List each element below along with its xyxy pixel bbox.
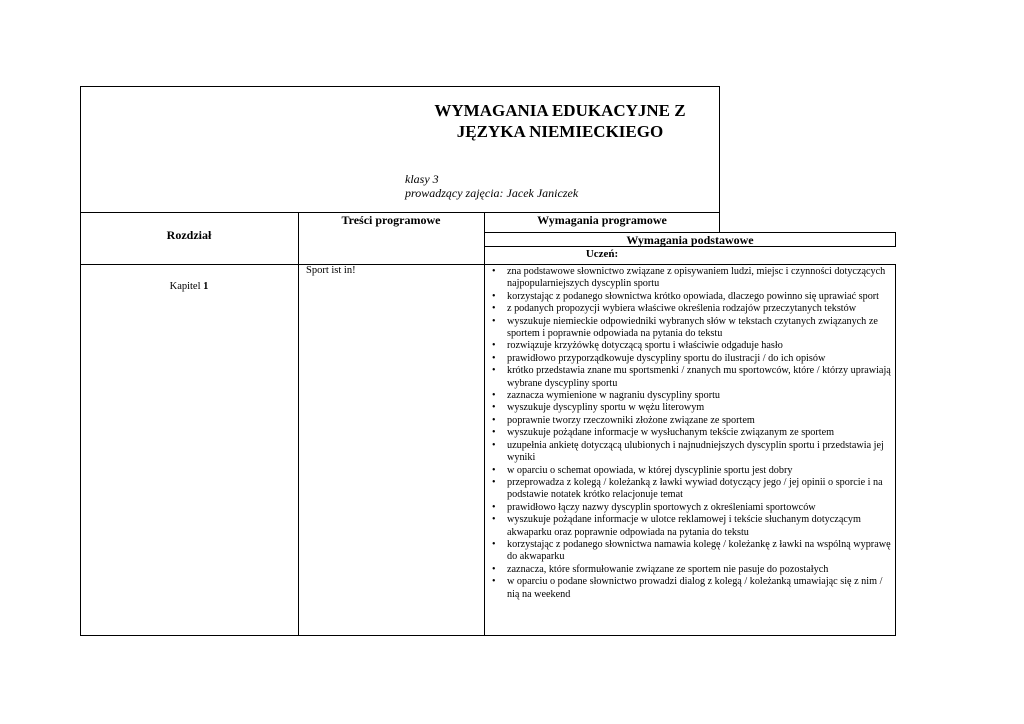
list-item: • zaznacza wymienione w nagraniu dyscypliny sportu <box>487 390 892 402</box>
chapter-number: 1 <box>203 281 209 292</box>
list-item: • rozwiązuje krzyżówkę dotyczącą sportu i właściwie odgaduje hasło <box>487 340 892 352</box>
list-item: • wyszukuje niemieckie odpowiedniki wybranych słów w tekstach czytanych związanych ze sportem i poprawnie odpowiada na pytania do tekstu <box>487 316 892 341</box>
teacher-info: prowadzący zajęcia: Jacek Janiczek <box>405 186 579 200</box>
list-item: • krótko przedstawia znane mu sportsmenki / znanych mu sportowców, które / którzy uprawiają wybrane dyscypliny sportu <box>487 365 892 390</box>
list-item: • prawidłowo łączy nazwy dyscyplin sportowych z określeniami sportowców <box>487 502 892 514</box>
chapter-prefix: Kapitel <box>169 281 204 292</box>
class-info: klasy 3 <box>405 172 439 186</box>
column-divider-2 <box>484 212 485 636</box>
chapter-cell <box>80 281 298 294</box>
list-item: • korzystając z podanego słownictwa namawia kolegę / koleżankę z ławki na wspólną wyprawę do akwaparku <box>487 539 892 564</box>
table-bottom-border <box>80 635 896 636</box>
column-divider-1 <box>298 212 299 636</box>
list-item: • wyszukuje dyscypliny sportu w wężu literowym <box>487 402 892 414</box>
list-item: • przeprowadza z kolegą / koleżanką z ławki wywiad dotyczący jego / jej opinii o sporcie i na podstawie notatek krótko relacjonuje temat <box>487 477 892 502</box>
content-cell: Sport ist in! <box>306 265 356 276</box>
document-title <box>400 100 720 142</box>
list-item: • wyszukuje pożądane informacje w ulotce reklamowej i tekście słuchanym dotyczącym akwaparku oraz poprawnie odpowiada na pytania do tekstu <box>487 514 892 539</box>
content-column-header: Treści programowe <box>341 213 441 227</box>
list-item: • prawidłowo przyporządkowuje dyscypliny sportu do ilustracji / do ich opisów <box>487 353 892 365</box>
document-title-line1: WYMAGANIA EDUKACYJNE Z <box>434 101 686 120</box>
list-item: • poprawnie tworzy rzeczowniki złożone związane ze sportem <box>487 415 892 427</box>
list-item: • w oparciu o podane słownictwo prowadzi dialog z kolegą / koleżanką umawiając się z nim / nią na weekend <box>487 576 892 601</box>
list-item: • uzupełnia ankietę dotyczącą ulubionych i najnudniejszych dyscyplin sportu i przedstawia jej wyniki <box>487 440 892 465</box>
list-item: • w oparciu o schemat opowiada, w której dyscyplinie sportu jest dobry <box>487 465 892 477</box>
list-item: • zna podstawowe słownictwo związane z opisywaniem ludzi, miejsc i czynności dotyczących najpopularniejszych dyscyplin sportu <box>487 266 892 291</box>
header-top-border <box>80 86 720 87</box>
document-meta <box>405 172 578 200</box>
table-left-border <box>80 86 81 636</box>
list-item: • wyszukuje pożądane informacje w wysłuchanym tekście związanym ze sportem <box>487 427 892 439</box>
table-right-border <box>895 264 896 636</box>
student-label: Uczeń: <box>585 248 619 260</box>
header-row-bottom-border <box>80 264 896 265</box>
requirements-list <box>487 266 892 601</box>
list-item: • zaznacza, które sformułowanie związane ze sportem nie pasuje do pozostałych <box>487 564 892 576</box>
requirements-column-header: Wymagania programowe <box>537 213 667 227</box>
basic-requirements-header: Wymagania podstawowe <box>626 233 754 247</box>
list-item: • z podanych propozycji wybiera właściwe określenia rodzajów przeczytanych tekstów <box>487 303 892 315</box>
list-item: • korzystając z podanego słownictwa krótko opowiada, dlaczego powinno się uprawiać sport <box>487 291 892 303</box>
document-title-line2: JĘZYKA NIEMIECKIEGO <box>456 122 664 141</box>
chapter-column-header: Rozdział <box>166 228 212 242</box>
